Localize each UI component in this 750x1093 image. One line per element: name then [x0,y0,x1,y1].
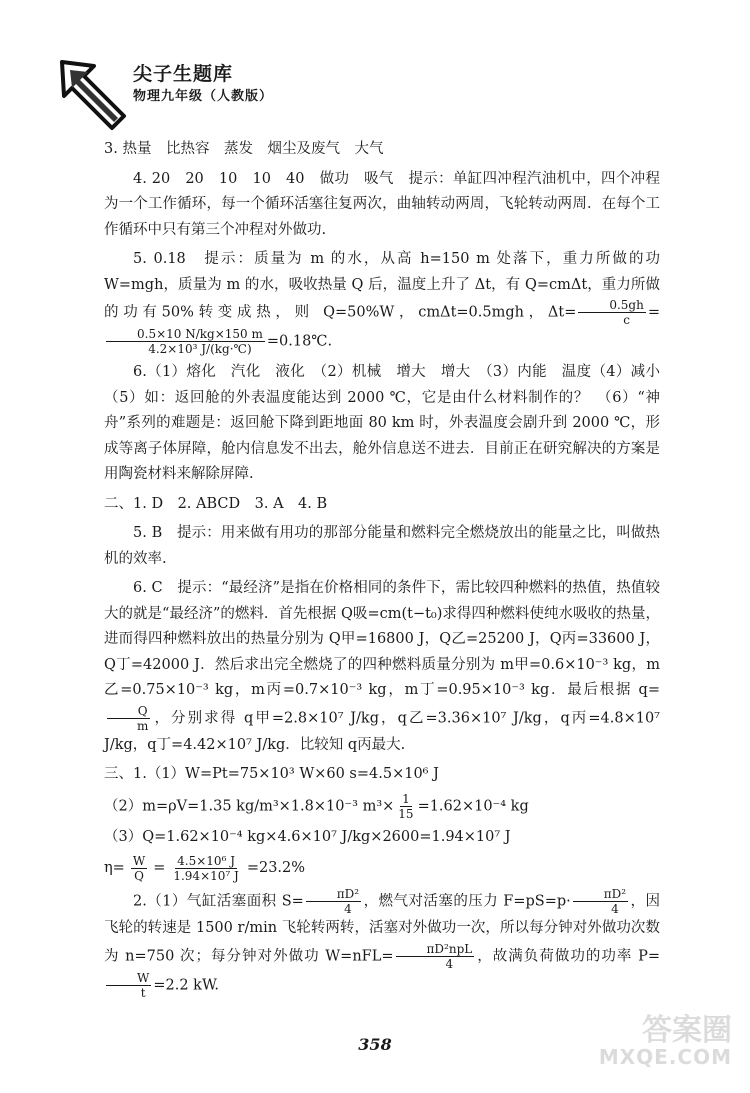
watermark-text: 答案圈 [642,1013,732,1048]
eta-symbol: η= [104,859,125,876]
answer-6-text-2: ，分别求得 q甲=2.8×10⁷ J/kg，q乙=3.36×10⁷ J/kg，q丙=4.8×10⁷ J/kg，q丁=4.42×10⁷ J/kg．比较知 q丙最大. [104,710,660,753]
fraction: $\frac{\text{4.5×10⁶ J}}{\text{1.94×10⁷ J}}$ [173,854,239,883]
watermark-url: MXQE.COM [598,1045,732,1069]
section-2-answer-6 [104,576,660,758]
fraction: $\frac{\text{πD²}}{4}$ [306,887,361,916]
answer-6: 6.（1）熔化 汽化 液化 （2）机械 增大 增大 （3）内能 温度（4）减小 （5）如：返回舱的外表温度能达到 2000 ℃，它是由什么材料制作的？ （6）“神舟”系列的难题是：返回舱下降到距地面 80 km 时，外表温度会剧升到 2000 ℃，形成等离子体屏障，舱内信息发不出去，舱外信息送不进去．目前正在研究解决的方案是用陶瓷材料来解除屏障. [104,364,675,482]
efficiency-formula [104,854,660,883]
answer-text: =2.2 kW. [153,977,219,993]
fraction: $\frac{W}{t}$ [106,971,151,1000]
section-3-answer-1-2 [104,792,660,821]
answer-5-text: 5. 0.18 提示：质量为 m 的水，从高 h=150 m 处落下，重力所做的功 W=mgh，质量为 m 的水，吸收热量 Q 后，温度上升了 Δt，有 Q=cmΔt，重力所做的功有50%转变成热，则 Q=50%W，cmΔt=0.5mgh，Δt= [104,251,660,321]
section-2-answer-5: 5. B 提示：用来做有用功的那部分能量和燃料完全燃烧放出的能量之比，叫做热机的效率. [104,525,660,567]
formula-text: （2）m=ρV=1.35 kg/m³×1.8×10⁻³ m³× [104,798,395,814]
page-number: 358 [358,1035,392,1054]
section-2-answers: 二、1. D 2. ABCD 3. A 4. B [104,495,328,512]
fraction: $\frac{W}{Q}$ [132,854,146,883]
fraction: $\frac{1}{15}$ [398,791,414,821]
equals-sign: = [153,859,166,876]
fraction: $\frac{0.5gh}{c}$ [578,298,646,327]
answer-3: 3. 热量 比热容 蒸发 烟尘及废气 大气 [104,141,384,157]
answer-4: 4. 20 20 10 10 40 做功 吸气 提示：单缸四冲程汽油机中，四个冲程为一个工作循环，每一个循环活塞往复两次，曲轴转动两周，飞轮转动两周．在每个工作循环中只有第三个冲程对外做功. [104,170,660,238]
answer-content [104,137,675,1004]
fraction: $\frac{Q}{m}$ [106,704,150,733]
efficiency-result: =23.2% [246,859,306,876]
answer-5-result: =0.18℃. [266,333,333,350]
fraction: $\frac{\text{πD²npL}}{4}$ [396,942,475,971]
formula-result: =1.62×10⁻⁴ kg [417,798,529,814]
answer-text: 2.（1）气缸活塞面积 S= [133,893,304,910]
arrow-logo-icon [60,60,128,130]
answer-text: ，因飞轮的转速是 1500 r/min 飞轮转两转，活塞对外做功一次，所以每分钟对外做功次数为 n=750 次；每分钟对外做功 W=nFL= [104,893,660,964]
fraction: $\frac{\text{πD²}}{4}$ [573,887,628,916]
fraction: $\frac{0.5\times 10 N/kg\times 150 m}{\text{4.2×10³ J/(kg·℃)}}$ [106,327,265,356]
section-3-answer-1-3: （3）Q=1.62×10⁻⁴ kg×4.6×10⁷ J/kg×2600=1.94×10⁷ J [104,828,511,845]
equals-sign: = [647,304,660,321]
answer-5 [104,247,660,356]
section-3-answer-1: 三、1.（1）W=Pt=75×10³ W×60 s=4.5×10⁶ J [104,766,439,782]
book-subtitle: 物理九年级（人教版） [133,89,274,104]
book-title: 尖子生题库 [133,63,234,85]
watermark-logo [592,1005,742,1075]
answer-6-text: 6. C 提示：“最经济”是指在价格相同的条件下，需比较四种燃料的热值，热值较大的就是“最经济”的燃料．首先根据 Q吸=cm(t−t₀)求得四种燃料使纯水吸收的热量，进而得四种燃料放出的热量分别为 Q甲=16800 J，Q乙=25200 J，Q丙=33600 J，Q丁=42000 J．然后求出完全燃烧了的四种燃料质量分别为 m甲=0.6×10⁻³ kg，m乙=0.75×10⁻³ kg，m丙=0.7×10⁻³ kg，m丁=0.95×10⁻³ kg．最后根据 q= [104,580,660,698]
answer-text: ，燃气对活塞的压力 F=pS=p· [363,893,571,910]
page-header [60,55,460,140]
section-3-answer-2 [104,887,660,1000]
answer-text: ，故满负荷做功的功率 P= [476,948,660,964]
